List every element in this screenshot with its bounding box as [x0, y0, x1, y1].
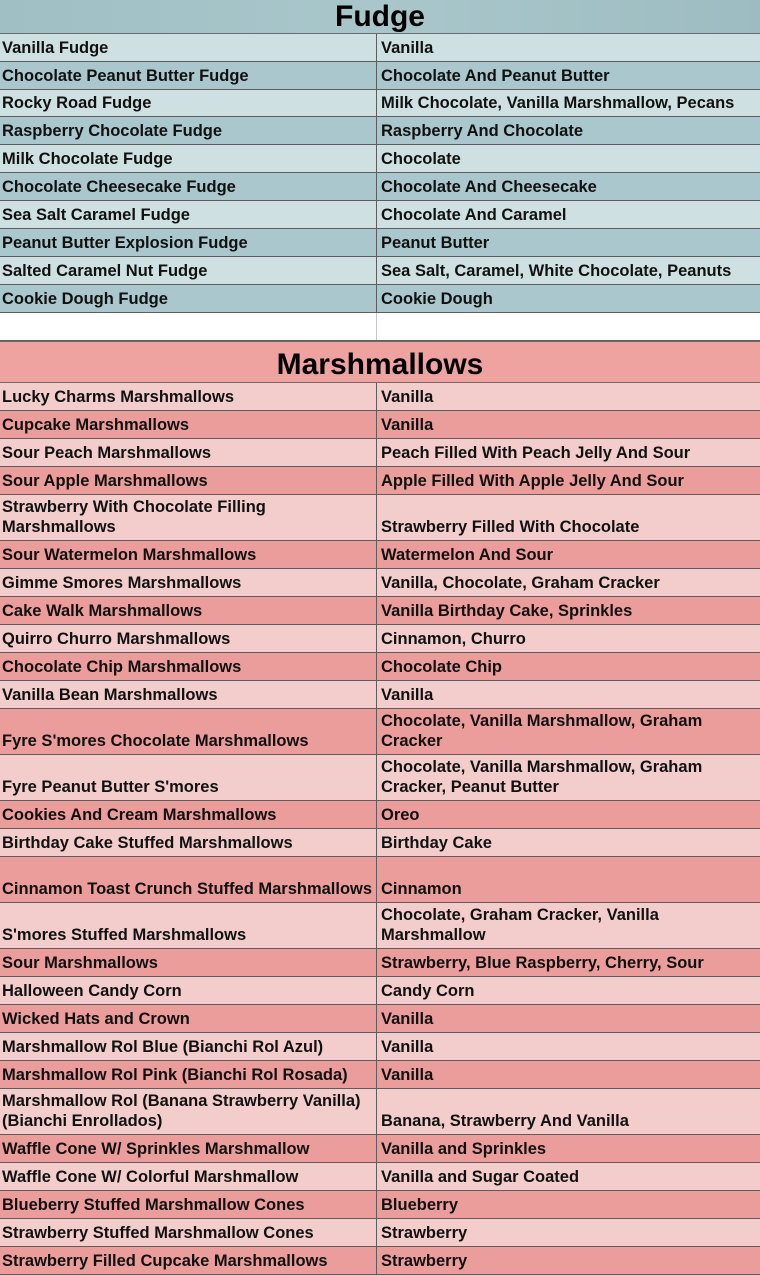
table-row — [0, 173, 760, 201]
flavor-cell[interactable]: Chocolate Chip — [381, 658, 503, 676]
marshmallows-section-title: Marshmallows — [0, 341, 760, 383]
product-name-cell[interactable]: Sour Marshmallows — [0, 949, 377, 976]
flavor-cell[interactable]: Vanilla — [381, 416, 434, 434]
flavor-cell[interactable]: Sea Salt, Caramel, White Chocolate, Peanuts — [381, 262, 732, 280]
product-name-cell[interactable]: Cake Walk Marshmallows — [0, 597, 377, 624]
product-name-cell[interactable]: Cupcake Marshmallows — [0, 411, 377, 438]
blank-cell[interactable] — [0, 313, 377, 340]
table-row — [0, 145, 760, 173]
flavor-cell[interactable]: Vanilla — [381, 1010, 434, 1028]
flavor-cell[interactable]: Cinnamon — [381, 880, 462, 898]
table-row — [0, 829, 760, 857]
flavor-cell[interactable]: Vanilla, Chocolate, Graham Cracker — [381, 574, 660, 592]
flavor-cell[interactable]: Peanut Butter — [381, 234, 490, 252]
product-name-cell[interactable]: Blueberry Stuffed Marshmallow Cones — [0, 1191, 377, 1218]
flavor-cell[interactable]: Chocolate — [381, 150, 461, 168]
table-row — [0, 34, 760, 62]
product-name-cell[interactable]: Birthday Cake Stuffed Marshmallows — [0, 829, 377, 856]
flavor-cell[interactable]: Apple Filled With Apple Jelly And Sour — [381, 472, 684, 490]
table-row — [0, 1061, 760, 1089]
product-name-cell[interactable]: Vanilla Bean Marshmallows — [0, 681, 377, 708]
product-name-cell[interactable]: Quirro Churro Marshmallows — [0, 625, 377, 652]
product-name-cell[interactable]: Halloween Candy Corn — [0, 977, 377, 1004]
product-name-cell[interactable]: Sour Peach Marshmallows — [0, 439, 377, 466]
table-row — [0, 709, 760, 755]
marshmallows-table — [0, 383, 760, 1275]
table-row — [0, 495, 760, 541]
table-row — [0, 383, 760, 411]
product-name-cell[interactable]: Strawberry With Chocolate Filling Marshmallows — [0, 495, 377, 540]
product-name-cell[interactable]: Cinnamon Toast Crunch Stuffed Marshmallows — [0, 857, 377, 902]
flavor-cell[interactable]: Strawberry, Blue Raspberry, Cherry, Sour — [381, 954, 704, 972]
product-name-cell[interactable]: Fyre Peanut Butter S'mores — [0, 755, 377, 800]
flavor-cell[interactable]: Vanilla and Sprinkles — [381, 1140, 547, 1158]
flavor-cell[interactable]: Candy Corn — [381, 982, 475, 1000]
flavor-cell[interactable]: Vanilla — [381, 388, 434, 406]
flavor-cell[interactable]: Peach Filled With Peach Jelly And Sour — [381, 444, 691, 462]
table-row — [0, 257, 760, 285]
flavor-cell[interactable]: Chocolate And Peanut Butter — [381, 67, 610, 85]
product-name-cell[interactable]: Chocolate Peanut Butter Fudge — [0, 62, 377, 89]
table-row — [0, 201, 760, 229]
table-row — [0, 857, 760, 903]
table-row — [0, 439, 760, 467]
table-row — [0, 597, 760, 625]
fudge-section-title: Fudge — [0, 0, 760, 34]
table-row — [0, 1219, 760, 1247]
table-row — [0, 1247, 760, 1275]
product-name-cell[interactable]: Peanut Butter Explosion Fudge — [0, 229, 377, 256]
product-name-cell[interactable]: Gimme Smores Marshmallows — [0, 569, 377, 596]
product-name-cell[interactable]: Vanilla Fudge — [0, 34, 377, 61]
flavor-cell[interactable]: Chocolate And Caramel — [381, 206, 567, 224]
table-row — [0, 117, 760, 145]
table-row — [0, 411, 760, 439]
product-name-cell[interactable]: Cookies And Cream Marshmallows — [0, 801, 377, 828]
flavor-cell[interactable]: Milk Chocolate, Vanilla Marshmallow, Pecans — [381, 94, 735, 112]
flavor-cell[interactable]: Chocolate And Cheesecake — [381, 178, 597, 196]
table-row — [0, 90, 760, 117]
product-name-cell[interactable]: Waffle Cone W/ Colorful Marshmallow — [0, 1163, 377, 1190]
product-name-cell[interactable]: Rocky Road Fudge — [0, 90, 377, 116]
flavor-cell[interactable]: Vanilla — [381, 39, 434, 57]
blank-spacer-row — [0, 313, 760, 341]
product-name-cell[interactable]: Marshmallow Rol Pink (Bianchi Rol Rosada) — [0, 1061, 377, 1088]
flavor-cell[interactable]: Banana, Strawberry And Vanilla — [381, 1112, 629, 1130]
table-row — [0, 903, 760, 949]
flavor-cell[interactable]: Chocolate, Graham Cracker, Vanilla Marshmallow — [381, 906, 659, 944]
product-name-cell[interactable]: Raspberry Chocolate Fudge — [0, 117, 377, 144]
table-row — [0, 801, 760, 829]
flavor-cell[interactable]: Chocolate, Vanilla Marshmallow, Graham Cracker, Peanut Butter — [381, 758, 703, 796]
flavor-cell[interactable]: Blueberry — [381, 1196, 459, 1214]
blank-cell[interactable] — [377, 313, 760, 340]
product-name-cell[interactable]: Sour Watermelon Marshmallows — [0, 541, 377, 568]
product-name-cell[interactable]: Marshmallow Rol (Banana Strawberry Vanilla) (Bianchi Enrollados) — [0, 1089, 377, 1134]
product-name-cell[interactable]: Lucky Charms Marshmallows — [0, 383, 377, 410]
table-row — [0, 653, 760, 681]
flavor-cell[interactable]: Strawberry — [381, 1224, 468, 1242]
table-row — [0, 467, 760, 495]
product-name-cell[interactable]: Fyre S'mores Chocolate Marshmallows — [0, 709, 377, 754]
flavor-cell[interactable]: Vanilla — [381, 1038, 434, 1056]
flavor-cell[interactable]: Vanilla — [381, 1066, 434, 1084]
flavor-cell[interactable]: Strawberry — [381, 1252, 468, 1270]
product-name-cell[interactable]: Chocolate Cheesecake Fudge — [0, 173, 377, 200]
product-name-cell[interactable]: Strawberry Stuffed Marshmallow Cones — [0, 1219, 377, 1246]
flavor-cell[interactable]: Vanilla — [381, 686, 434, 704]
flavor-cell[interactable]: Chocolate, Vanilla Marshmallow, Graham Cracker — [381, 712, 703, 750]
product-name-cell[interactable]: Waffle Cone W/ Sprinkles Marshmallow — [0, 1135, 377, 1162]
flavor-cell[interactable]: Cookie Dough — [381, 290, 493, 308]
table-row — [0, 1005, 760, 1033]
table-row — [0, 62, 760, 90]
flavor-cell[interactable]: Raspberry And Chocolate — [381, 122, 584, 140]
flavor-cell[interactable]: Birthday Cake — [381, 834, 492, 852]
table-row — [0, 1135, 760, 1163]
table-row — [0, 1191, 760, 1219]
product-name-cell[interactable]: Milk Chocolate Fudge — [0, 145, 377, 172]
flavor-cell[interactable]: Vanilla Birthday Cake, Sprinkles — [381, 602, 633, 620]
product-name-cell[interactable]: Wicked Hats and Crown — [0, 1005, 377, 1032]
product-name-cell[interactable]: Sour Apple Marshmallows — [0, 467, 377, 494]
flavor-cell[interactable]: Oreo — [381, 806, 420, 824]
product-name-cell[interactable]: Cookie Dough Fudge — [0, 285, 377, 312]
table-row — [0, 1163, 760, 1191]
table-row — [0, 285, 760, 313]
product-name-cell[interactable]: Sea Salt Caramel Fudge — [0, 201, 377, 228]
product-name-cell[interactable]: Strawberry Filled Cupcake Marshmallows — [0, 1247, 377, 1274]
product-name-cell[interactable]: Marshmallow Rol Blue (Bianchi Rol Azul) — [0, 1033, 377, 1060]
table-row — [0, 229, 760, 257]
flavor-cell[interactable]: Vanilla and Sugar Coated — [381, 1168, 580, 1186]
table-row — [0, 755, 760, 801]
flavor-cell[interactable]: Strawberry Filled With Chocolate — [381, 518, 640, 536]
table-row — [0, 977, 760, 1005]
table-row — [0, 681, 760, 709]
fudge-table — [0, 34, 760, 313]
table-row — [0, 1089, 760, 1135]
table-row — [0, 949, 760, 977]
table-row — [0, 1033, 760, 1061]
product-name-cell[interactable]: Chocolate Chip Marshmallows — [0, 653, 377, 680]
table-row — [0, 625, 760, 653]
flavor-cell[interactable]: Cinnamon, Churro — [381, 630, 526, 648]
flavor-cell[interactable]: Watermelon And Sour — [381, 546, 554, 564]
table-row — [0, 569, 760, 597]
product-name-cell[interactable]: S'mores Stuffed Marshmallows — [0, 903, 377, 948]
product-name-cell[interactable]: Salted Caramel Nut Fudge — [0, 257, 377, 284]
table-row — [0, 541, 760, 569]
